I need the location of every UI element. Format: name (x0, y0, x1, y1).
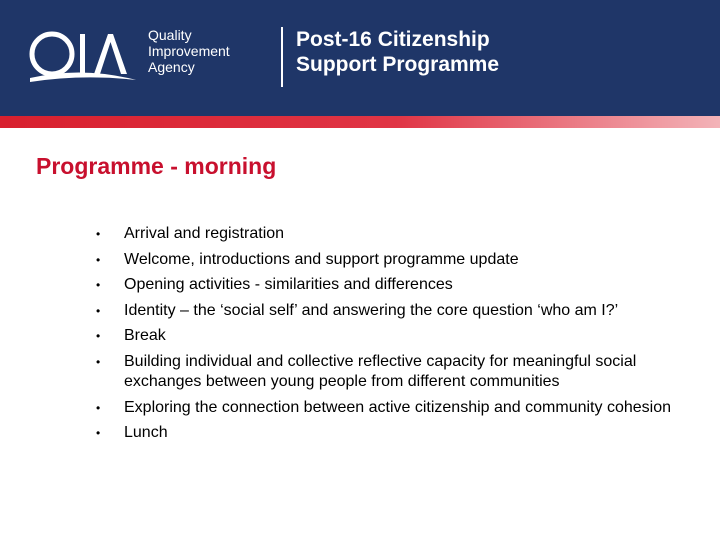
programme-name (296, 27, 499, 77)
agenda-item (96, 275, 696, 296)
org-name-line: Agency (148, 59, 195, 75)
agenda-item-text: Welcome, introductions and support programme update (124, 250, 519, 268)
header-divider (281, 27, 283, 87)
agenda-item (96, 423, 696, 444)
agenda-item-text: Building individual and collective reflective capacity for meaningful social exchanges between young people from different communities (124, 352, 637, 390)
agenda-item (96, 398, 696, 419)
bullet: • (96, 252, 101, 267)
agenda-item-text: Exploring the connection between active citizenship and community cohesion (124, 398, 671, 416)
organisation-name (148, 27, 230, 75)
bullet: • (96, 426, 101, 440)
agenda-item (96, 326, 696, 347)
agenda-item-text: Opening activities - similarities and differences (124, 276, 453, 293)
bullet: • (96, 227, 101, 241)
agenda-item (96, 250, 696, 271)
agenda-item-text: Identity – the ‘social self’ and answering the core question ‘who am I?’ (124, 301, 619, 319)
agenda-item-text: Arrival and registration (124, 225, 285, 242)
agenda-item-text: Lunch (124, 424, 168, 441)
bullet: • (96, 278, 101, 292)
agenda-item-text: Break (124, 327, 166, 344)
qia-logo (28, 26, 140, 86)
agenda-list (96, 224, 696, 449)
org-name-line: Quality (148, 27, 192, 43)
programme-name-line: Support Programme (296, 53, 500, 76)
agenda-item (96, 224, 696, 245)
header-banner (0, 0, 720, 116)
bullet: • (96, 400, 101, 415)
org-name-line: Improvement (148, 43, 230, 59)
programme-name-line: Post-16 Citizenship (296, 28, 490, 51)
agenda-item (96, 352, 696, 393)
slide-title: Programme - morning (36, 153, 277, 179)
bullet: • (96, 354, 101, 369)
agenda-item (96, 301, 696, 322)
bullet: • (96, 303, 101, 318)
bullet: • (96, 329, 101, 343)
accent-bar (0, 116, 720, 128)
